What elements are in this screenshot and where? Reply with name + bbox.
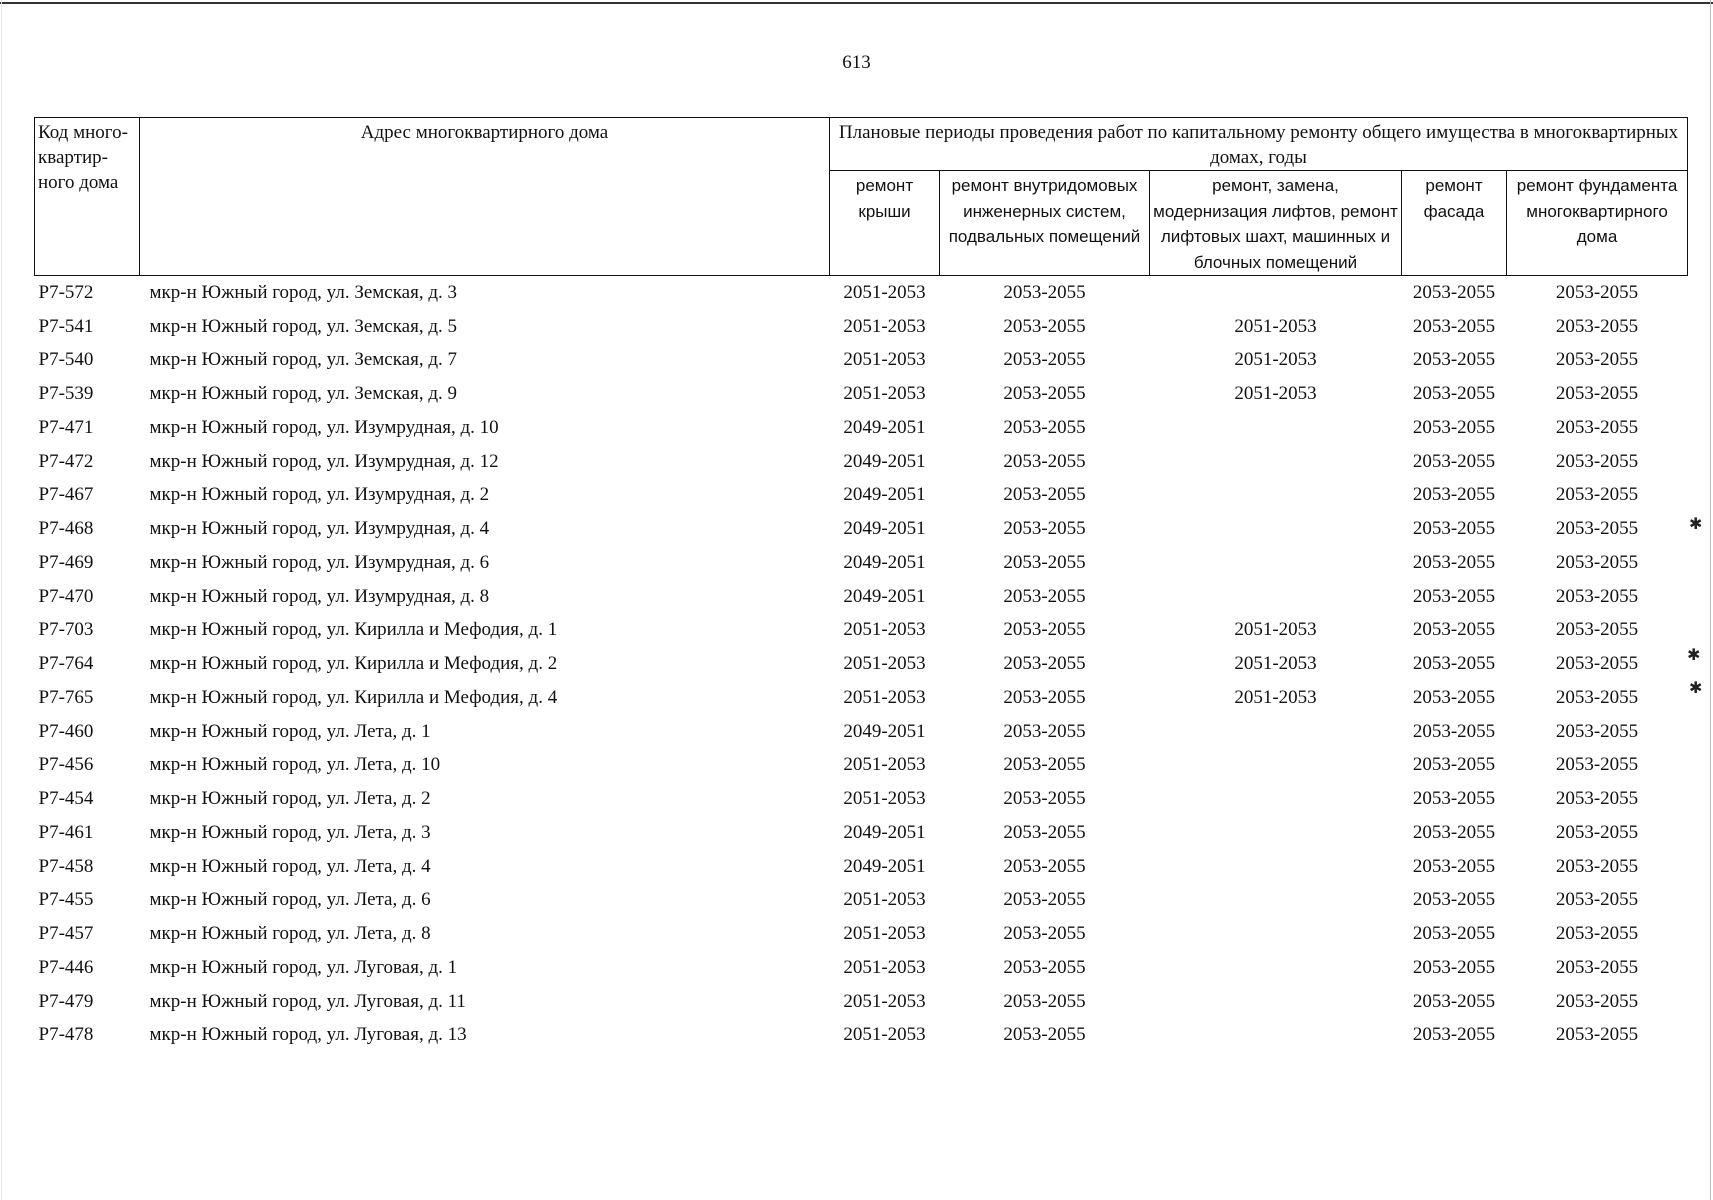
cell-facade: 2053-2055 — [1412, 484, 1496, 506]
cell-lifts — [1150, 782, 1402, 816]
cell-address: мкр-н Южный город, ул. Изумрудная, д. 10 — [149, 416, 499, 438]
cell-facade: 2053-2055 — [1412, 956, 1496, 978]
cell-roof: 2051-2053 — [843, 923, 926, 945]
cell-address: мкр-н Южный город, ул. Лета, д. 3 — [149, 821, 431, 843]
cell-systems: 2053-2055 — [1003, 855, 1086, 877]
cell-lifts: 2051-2053 — [1234, 686, 1317, 708]
cell-lifts — [1150, 512, 1402, 546]
cell-facade: 2053-2055 — [1412, 518, 1496, 540]
cell-address: мкр-н Южный город, ул. Земская, д. 3 — [149, 281, 458, 303]
cell-systems: 2053-2055 — [1003, 653, 1086, 675]
cell-foundation: 2053-2055 — [1555, 653, 1639, 675]
top-border-rule — [0, 2, 1713, 4]
cell-systems: 2053-2055 — [1003, 585, 1086, 607]
cell-foundation: 2053-2055 — [1555, 720, 1639, 742]
right-border-rule — [1710, 0, 1711, 1200]
table-row — [35, 411, 1688, 445]
cell-foundation: 2053-2055 — [1555, 821, 1639, 843]
cell-address: мкр-н Южный город, ул. Земская, д. 5 — [149, 315, 458, 337]
table-row — [35, 377, 1688, 411]
cell-lifts: 2051-2053 — [1234, 349, 1317, 371]
table-row — [35, 1019, 1688, 1053]
cell-facade: 2053-2055 — [1412, 990, 1496, 1012]
cell-lifts: 2051-2053 — [1234, 653, 1317, 675]
cell-code: P7-461 — [38, 821, 94, 843]
cell-lifts: 2051-2053 — [1234, 619, 1317, 641]
table-row — [35, 580, 1688, 614]
cell-systems: 2053-2055 — [1003, 551, 1086, 573]
cell-roof: 2049-2051 — [843, 551, 926, 573]
cell-systems: 2053-2055 — [1003, 788, 1086, 810]
page-number: 613 — [842, 52, 871, 73]
table-row — [35, 985, 1688, 1019]
cell-lifts — [1150, 580, 1402, 614]
scan-speck: ✱ — [1689, 514, 1703, 533]
cell-systems: 2053-2055 — [1003, 889, 1086, 911]
cell-code: P7-457 — [38, 923, 94, 945]
cell-address: мкр-н Южный город, ул. Изумрудная, д. 4 — [149, 518, 490, 540]
cell-facade: 2053-2055 — [1412, 788, 1496, 810]
cell-lifts — [1150, 445, 1402, 479]
cell-address: мкр-н Южный город, ул. Лета, д. 6 — [149, 889, 431, 911]
cell-facade: 2053-2055 — [1412, 416, 1496, 438]
cell-foundation: 2053-2055 — [1555, 484, 1639, 506]
cell-foundation: 2053-2055 — [1555, 788, 1639, 810]
cell-foundation: 2053-2055 — [1555, 518, 1639, 540]
cell-roof: 2051-2053 — [843, 315, 926, 337]
cell-code: P7-454 — [38, 788, 94, 810]
cell-code: P7-470 — [38, 585, 94, 607]
cell-roof: 2049-2051 — [843, 416, 926, 438]
cell-roof: 2051-2053 — [843, 349, 926, 371]
cell-lifts — [1150, 479, 1402, 513]
cell-roof: 2051-2053 — [843, 889, 926, 911]
cell-code: P7-468 — [38, 518, 94, 540]
cell-address: мкр-н Южный город, ул. Луговая, д. 13 — [149, 1024, 467, 1046]
table-row — [35, 816, 1688, 850]
cell-systems: 2053-2055 — [1003, 923, 1086, 945]
cell-foundation: 2053-2055 — [1555, 585, 1639, 607]
cell-roof: 2049-2051 — [843, 484, 926, 506]
left-border-rule — [1, 0, 2, 1200]
cell-address: мкр-н Южный город, ул. Изумрудная, д. 2 — [149, 484, 490, 506]
cell-facade: 2053-2055 — [1412, 821, 1496, 843]
table-row — [35, 850, 1688, 884]
cell-roof: 2049-2051 — [843, 855, 926, 877]
cell-systems: 2053-2055 — [1003, 484, 1086, 506]
cell-systems: 2053-2055 — [1003, 619, 1086, 641]
cell-roof: 2051-2053 — [843, 619, 926, 641]
table-row — [35, 614, 1688, 648]
cell-lifts — [1150, 411, 1402, 445]
cell-foundation: 2053-2055 — [1555, 619, 1639, 641]
cell-lifts — [1150, 985, 1402, 1019]
cell-address: мкр-н Южный город, ул. Земская, д. 7 — [149, 349, 458, 371]
cell-foundation: 2053-2055 — [1555, 416, 1639, 438]
cell-foundation: 2053-2055 — [1555, 315, 1639, 337]
table-row — [35, 512, 1688, 546]
cell-lifts — [1150, 816, 1402, 850]
cell-foundation: 2053-2055 — [1555, 923, 1639, 945]
cell-address: мкр-н Южный город, ул. Земская, д. 9 — [149, 383, 458, 405]
cell-roof: 2051-2053 — [843, 281, 926, 303]
cell-roof: 2049-2051 — [843, 720, 926, 742]
cell-code: P7-540 — [38, 349, 94, 371]
cell-lifts — [1150, 917, 1402, 951]
cell-lifts — [1150, 951, 1402, 985]
cell-code: P7-460 — [38, 720, 94, 742]
header-code: Код много-квартир-ного дома — [35, 118, 140, 276]
table-row — [35, 951, 1688, 985]
cell-foundation: 2053-2055 — [1555, 450, 1639, 472]
cell-lifts — [1150, 884, 1402, 918]
cell-code: P7-455 — [38, 889, 94, 911]
cell-address: мкр-н Южный город, ул. Лета, д. 2 — [149, 788, 431, 810]
table-row — [35, 546, 1688, 580]
cell-roof: 2049-2051 — [843, 450, 926, 472]
table-row — [35, 647, 1688, 681]
header-systems: ремонт внутридомовых инженерных систем, подвальных помещений — [940, 171, 1150, 276]
cell-systems: 2053-2055 — [1003, 315, 1086, 337]
cell-address: мкр-н Южный город, ул. Кирилла и Мефодия, д. 2 — [149, 653, 558, 675]
cell-roof: 2051-2053 — [843, 383, 926, 405]
capital-repair-table — [34, 117, 1688, 1052]
cell-facade: 2053-2055 — [1412, 923, 1496, 945]
cell-code: P7-765 — [38, 686, 94, 708]
cell-facade: 2053-2055 — [1412, 720, 1496, 742]
scan-speck: ✱ — [1689, 678, 1703, 697]
cell-code: P7-469 — [38, 551, 94, 573]
cell-lifts — [1150, 546, 1402, 580]
cell-facade: 2053-2055 — [1412, 1024, 1496, 1046]
cell-facade: 2053-2055 — [1412, 619, 1496, 641]
cell-code: P7-467 — [38, 484, 94, 506]
cell-roof: 2051-2053 — [843, 754, 926, 776]
cell-foundation: 2053-2055 — [1555, 754, 1639, 776]
cell-roof: 2049-2051 — [843, 585, 926, 607]
cell-systems: 2053-2055 — [1003, 686, 1086, 708]
cell-lifts — [1150, 749, 1402, 783]
cell-systems: 2053-2055 — [1003, 821, 1086, 843]
cell-roof: 2051-2053 — [843, 653, 926, 675]
cell-code: P7-541 — [38, 315, 94, 337]
table-row — [35, 749, 1688, 783]
table-header — [35, 118, 1688, 276]
cell-roof: 2051-2053 — [843, 1024, 926, 1046]
cell-systems: 2053-2055 — [1003, 754, 1086, 776]
cell-foundation: 2053-2055 — [1555, 281, 1639, 303]
cell-foundation: 2053-2055 — [1555, 551, 1639, 573]
cell-roof: 2049-2051 — [843, 821, 926, 843]
cell-code: P7-572 — [38, 281, 94, 303]
cell-roof: 2051-2053 — [843, 788, 926, 810]
cell-facade: 2053-2055 — [1412, 281, 1496, 303]
cell-facade: 2053-2055 — [1412, 889, 1496, 911]
cell-lifts: 2051-2053 — [1234, 383, 1317, 405]
cell-facade: 2053-2055 — [1412, 551, 1496, 573]
cell-foundation: 2053-2055 — [1555, 956, 1639, 978]
cell-address: мкр-н Южный город, ул. Изумрудная, д. 6 — [149, 551, 490, 573]
header-foundation: ремонт фундамента многоквартирного дома — [1507, 171, 1688, 276]
header-lifts: ремонт, замена, модернизация лифтов, ремонт лифтовых шахт, машинных и блочных помещений — [1150, 171, 1402, 276]
table-row — [35, 276, 1688, 310]
cell-foundation: 2053-2055 — [1555, 1024, 1639, 1046]
header-address: Адрес многоквартирного дома — [140, 118, 830, 276]
cell-facade: 2053-2055 — [1412, 315, 1496, 337]
cell-lifts — [1150, 276, 1402, 310]
cell-address: мкр-н Южный город, ул. Изумрудная, д. 12 — [149, 450, 499, 472]
cell-facade: 2053-2055 — [1412, 349, 1496, 371]
cell-facade: 2053-2055 — [1412, 585, 1496, 607]
cell-foundation: 2053-2055 — [1555, 990, 1639, 1012]
cell-facade: 2053-2055 — [1412, 383, 1496, 405]
cell-systems: 2053-2055 — [1003, 416, 1086, 438]
cell-code: P7-478 — [38, 1024, 94, 1046]
cell-systems: 2053-2055 — [1003, 1024, 1086, 1046]
cell-foundation: 2053-2055 — [1555, 889, 1639, 911]
table-row — [35, 479, 1688, 513]
cell-code: P7-446 — [38, 956, 94, 978]
cell-address: мкр-н Южный город, ул. Кирилла и Мефодия, д. 4 — [149, 686, 558, 708]
cell-lifts: 2051-2053 — [1234, 315, 1317, 337]
cell-foundation: 2053-2055 — [1555, 349, 1639, 371]
cell-systems: 2053-2055 — [1003, 720, 1086, 742]
cell-roof: 2051-2053 — [843, 990, 926, 1012]
cell-facade: 2053-2055 — [1412, 686, 1496, 708]
cell-code: P7-539 — [38, 383, 94, 405]
cell-systems: 2053-2055 — [1003, 518, 1086, 540]
cell-facade: 2053-2055 — [1412, 855, 1496, 877]
cell-address: мкр-н Южный город, ул. Луговая, д. 11 — [149, 990, 466, 1012]
cell-code: P7-703 — [38, 619, 94, 641]
cell-code: P7-471 — [38, 416, 94, 438]
cell-code: P7-479 — [38, 990, 94, 1012]
cell-address: мкр-н Южный город, ул. Лета, д. 4 — [149, 855, 431, 877]
cell-address: мкр-н Южный город, ул. Лета, д. 8 — [149, 923, 431, 945]
cell-lifts — [1150, 715, 1402, 749]
cell-address: мкр-н Южный город, ул. Изумрудная, д. 8 — [149, 585, 490, 607]
cell-systems: 2053-2055 — [1003, 990, 1086, 1012]
cell-lifts — [1150, 1019, 1402, 1053]
cell-systems: 2053-2055 — [1003, 349, 1086, 371]
cell-foundation: 2053-2055 — [1555, 383, 1639, 405]
scan-speck: ✱ — [1687, 645, 1701, 664]
table-row — [35, 715, 1688, 749]
table-row — [35, 884, 1688, 918]
cell-address: мкр-н Южный город, ул. Луговая, д. 1 — [149, 956, 458, 978]
cell-systems: 2053-2055 — [1003, 450, 1086, 472]
cell-systems: 2053-2055 — [1003, 383, 1086, 405]
cell-lifts — [1150, 850, 1402, 884]
cell-roof: 2051-2053 — [843, 956, 926, 978]
header-periods-group: Плановые периоды проведения работ по капитальному ремонту общего имущества в многоквартирных домах, годы — [830, 118, 1688, 171]
header-roof: ремонт крыши — [830, 171, 940, 276]
cell-code: P7-458 — [38, 855, 94, 877]
cell-code: P7-764 — [38, 653, 94, 675]
table-row — [35, 310, 1688, 344]
cell-roof: 2049-2051 — [843, 518, 926, 540]
cell-foundation: 2053-2055 — [1555, 855, 1639, 877]
header-facade: ремонт фасада — [1402, 171, 1507, 276]
table-row — [35, 681, 1688, 715]
cell-facade: 2053-2055 — [1412, 653, 1496, 675]
cell-systems: 2053-2055 — [1003, 281, 1086, 303]
table-row — [35, 917, 1688, 951]
table-body — [35, 276, 1688, 1053]
cell-address: мкр-н Южный город, ул. Кирилла и Мефодия, д. 1 — [149, 619, 558, 641]
cell-code: P7-456 — [38, 754, 94, 776]
cell-code: P7-472 — [38, 450, 94, 472]
cell-foundation: 2053-2055 — [1555, 686, 1639, 708]
table-row — [35, 344, 1688, 378]
table-row — [35, 782, 1688, 816]
table-row — [35, 445, 1688, 479]
cell-address: мкр-н Южный город, ул. Лета, д. 10 — [149, 754, 441, 776]
cell-facade: 2053-2055 — [1412, 754, 1496, 776]
cell-systems: 2053-2055 — [1003, 956, 1086, 978]
cell-facade: 2053-2055 — [1412, 450, 1496, 472]
cell-address: мкр-н Южный город, ул. Лета, д. 1 — [149, 720, 431, 742]
cell-roof: 2051-2053 — [843, 686, 926, 708]
